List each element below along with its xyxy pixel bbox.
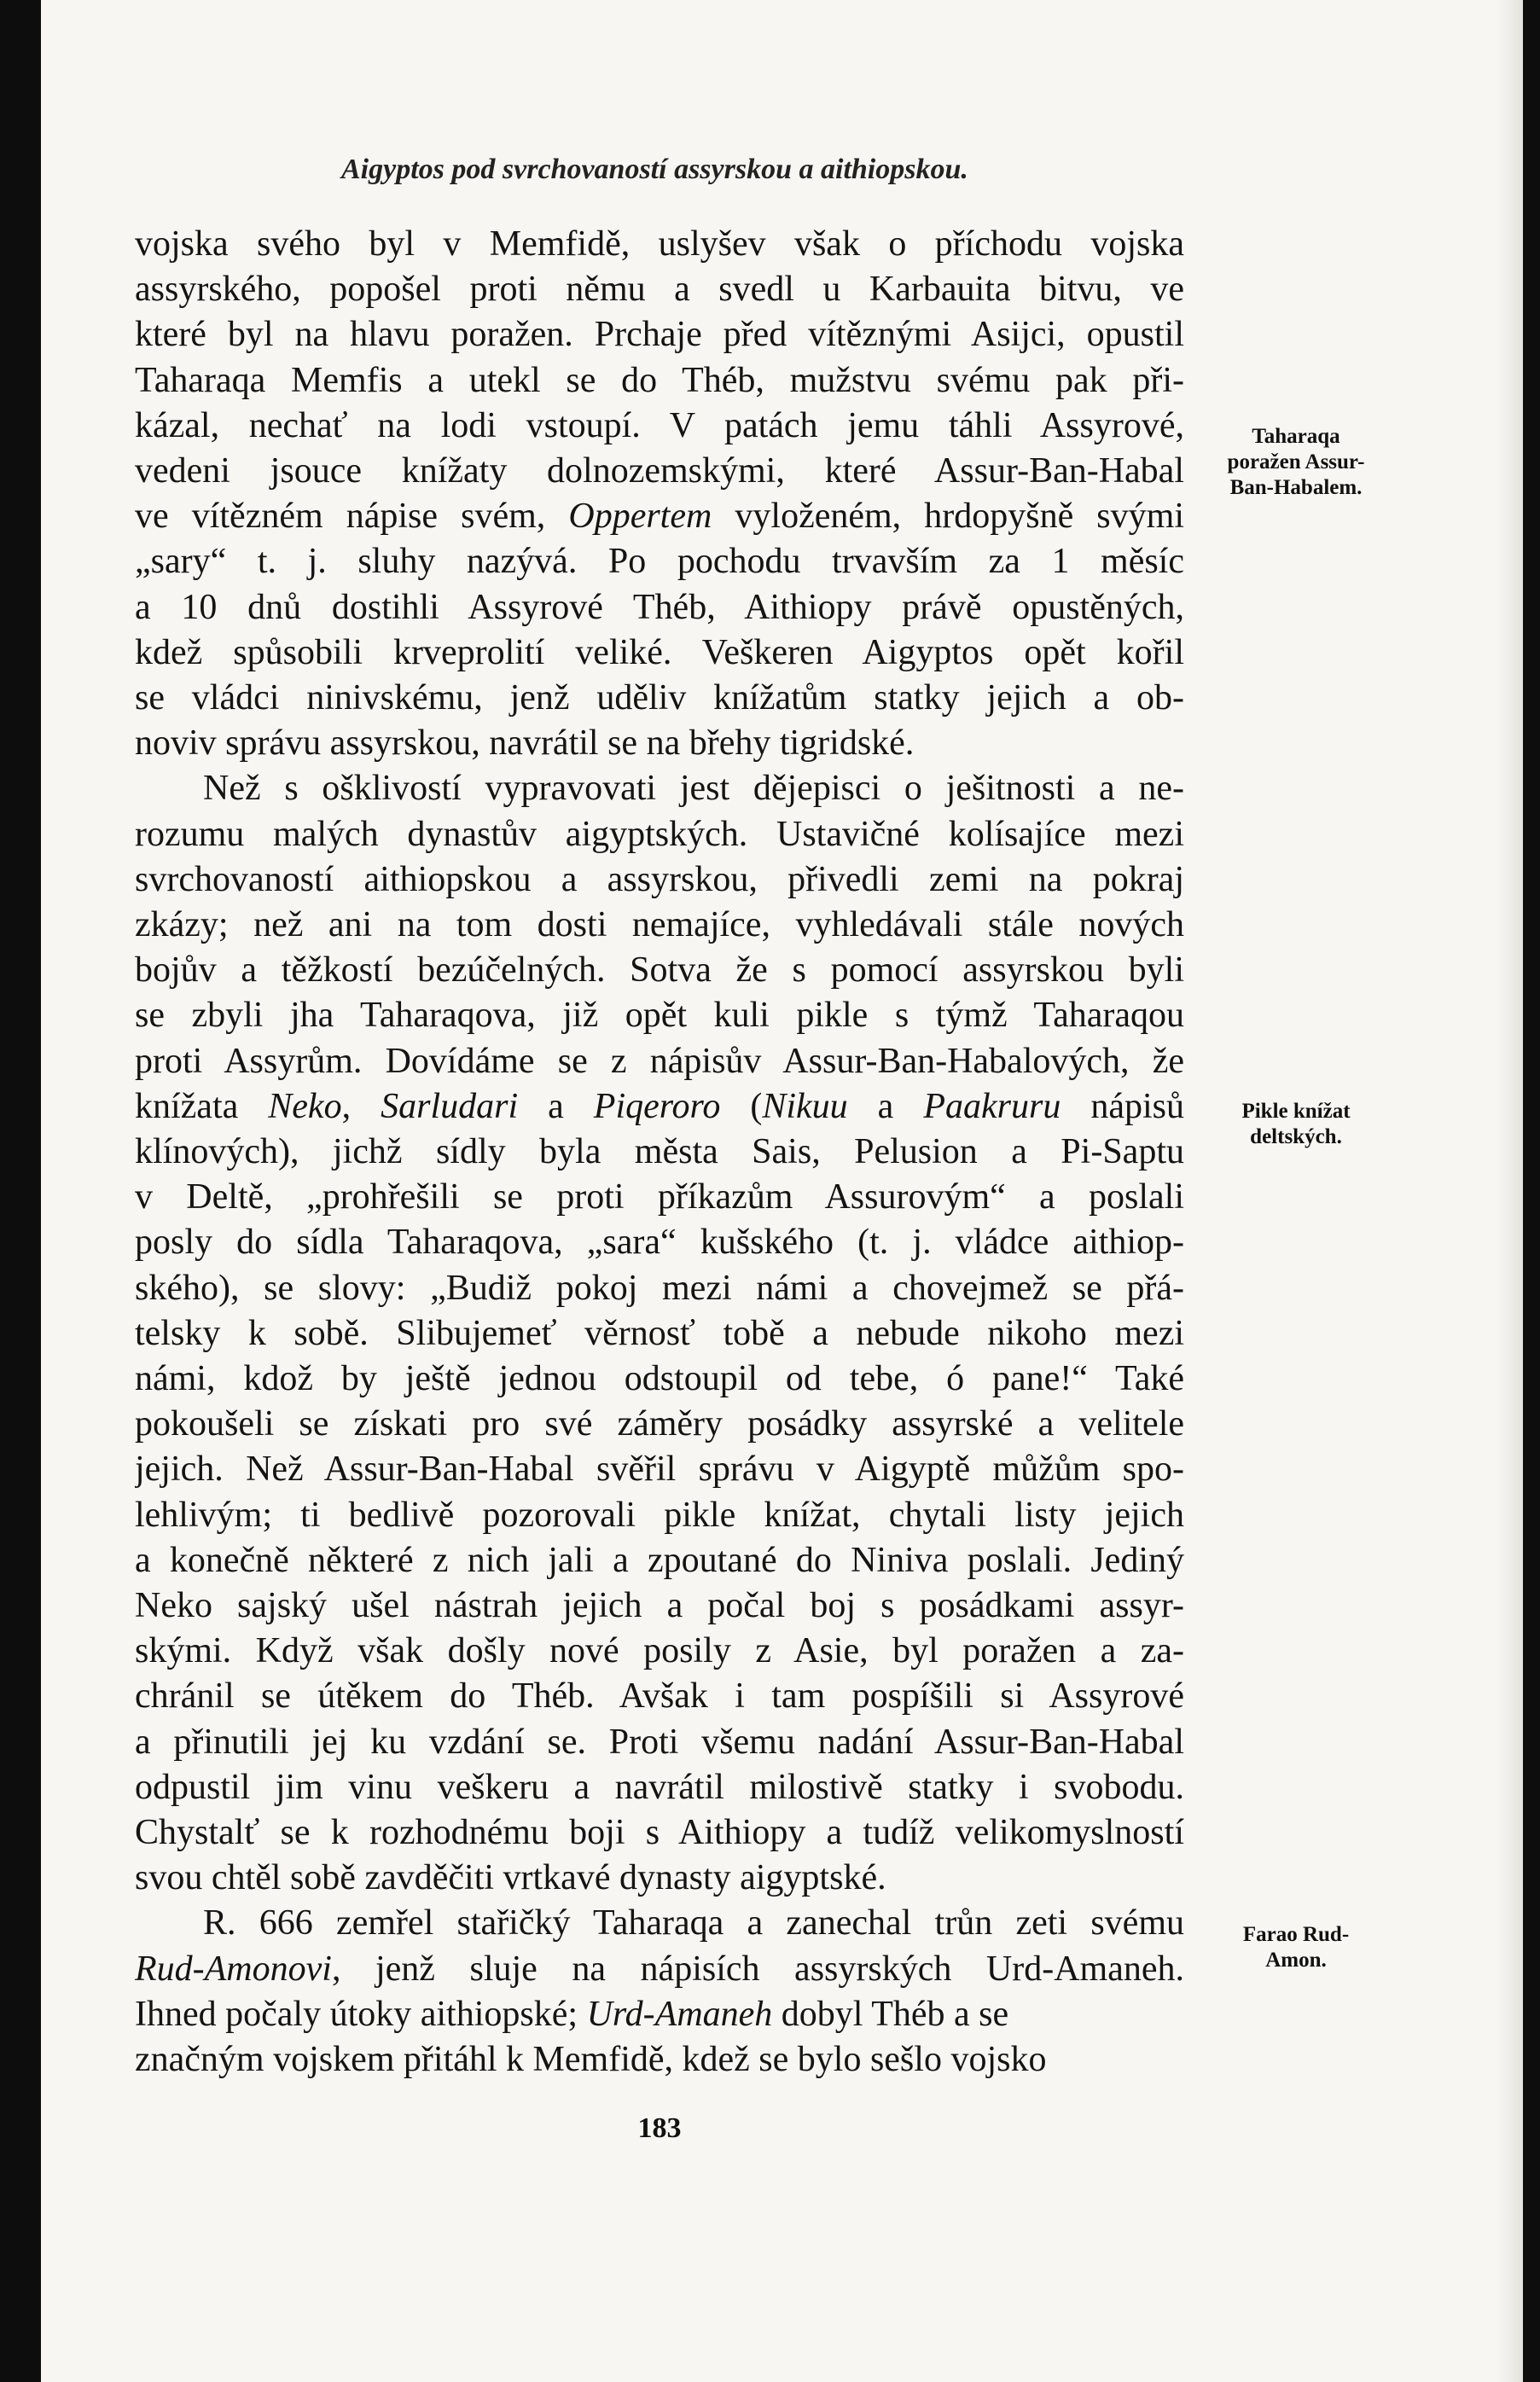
- margin-note-line: poražen Assur-: [1227, 450, 1365, 473]
- text-line: značným vojskem přitáhl k Memfidě, kdež se bylo sešlo vojsko: [135, 2040, 1047, 2079]
- book-page: [41, 0, 1523, 2382]
- text-line: bojův a těžkostí bezúčelných. Sotva že s pomocí assyrskou byli: [135, 950, 1184, 991]
- margin-note-line: Ban-Habalem.: [1229, 476, 1363, 499]
- text-line: se zbyli jha Taharaqova, již opět kuli pikle s týmž Taharaqou: [135, 996, 1184, 1036]
- text-line: rozumu malých dynastův aigyptských. Ustavičné kolísajíce mezi: [135, 814, 1184, 854]
- text-line: odpustil jim vinu veškeru a navrátil milostivě statky i svobodu.: [135, 1767, 1184, 1807]
- text-line: assyrského, popošel proti němu a svedl u Karbauita bitvu, ve: [135, 270, 1184, 310]
- text-line: a konečně některé z nich jali a zpoutané do Niniva poslali. Jediný: [135, 1540, 1184, 1580]
- margin-note: [1198, 424, 1394, 501]
- margin-note-line: Taharaqa: [1252, 425, 1340, 448]
- text-line: Neko sajský ušel nástrah jejich a počal boj s posádkami assyr-: [135, 1586, 1184, 1625]
- text-line: klínových), jichž sídly byla města Sais, Pelusion a Pi-Saptu: [135, 1132, 1184, 1171]
- text-line: skými. Když však došly nové posily z Asie, byl poražen a za-: [135, 1631, 1184, 1671]
- text-line: ve vítězném nápise svém, Oppertem vyloženém, hrdopyšně svými: [135, 497, 1184, 537]
- text-line: Taharaqa Memfis a utekl se do Théb, mužstvu svému pak při-: [135, 360, 1184, 400]
- text-line: Chystalť se k rozhodnému boji s Aithiopy a tudíž velikomyslností: [135, 1813, 1184, 1852]
- text-line: jejich. Než Assur-Ban-Habal svěřil správu v Aigyptě můžům spo-: [135, 1450, 1184, 1490]
- text-line: R. 666 zemřel stařičký Taharaqa a zanechal trůn zeti svému: [203, 1903, 1184, 1943]
- text-line: posly do sídla Taharaqova, „sara“ kušského (t. j. vládce aithiop-: [135, 1223, 1184, 1263]
- margin-note-line: Farao Rud-: [1242, 1923, 1350, 1946]
- text-line: námi, kdož by ještě jednou odstoupil od tebe, ó pane!“ Také: [135, 1359, 1184, 1398]
- text-line: vedeni jsouce knížaty dolnozemskými, které Assur-Ban-Habal: [135, 451, 1184, 491]
- text-line: zkázy; než ani na tom dosti nemajíce, vyhledávali stále nových: [135, 905, 1184, 944]
- text-line: ského), se slovy: „Budiž pokoj mezi námi a chovejmež se přá-: [135, 1268, 1184, 1308]
- margin-note: [1198, 1922, 1394, 1973]
- text-line: Než s ošklivostí vypravovati jest dějepisci o ješitnosti a ne-: [203, 769, 1184, 809]
- margin-note-line: Amon.: [1265, 1949, 1327, 1972]
- text-line: lehlivým; ti bedlivě pozorovali pikle knížat, chytali listy jejich: [135, 1495, 1184, 1535]
- text-line: kdež spůsobili krveprolití veliké. Veškeren Aigyptos opět kořil: [135, 632, 1184, 672]
- text-line: knížata Neko, Sarludari a Piqeroro (Nikuu a Paakruru nápisů: [135, 1086, 1184, 1126]
- text-line: svou chtěl sobě zavděčiti vrtkavé dynasty aigyptské.: [135, 1858, 886, 1898]
- running-header: Aigyptos pod svrchovaností assyrskou a aithiopskou.: [341, 154, 968, 185]
- text-line: vojska svého byl v Memfidě, uslyšev však o příchodu vojska: [135, 224, 1184, 264]
- text-line: se vládci ninivskému, jenž uděliv knížatům statky jejich a ob-: [135, 678, 1184, 718]
- text-line: proti Assyrům. Dovídáme se z nápisův Assur-Ban-Habalových, že: [135, 1041, 1184, 1081]
- text-line: „sary“ t. j. sluhy nazývá. Po pochodu trvavším za 1 měsíc: [135, 542, 1184, 582]
- text-line: a přinutili jej ku vzdání se. Proti všemu nadání Assur-Ban-Habal: [135, 1722, 1184, 1762]
- text-line: Ihned počaly útoky aithiopské; Urd-Amaneh dobyl Théb a se: [135, 1994, 1009, 2034]
- text-line: v Deltě, „prohřešili se proti příkazům Assurovým“ a poslali: [135, 1177, 1184, 1217]
- text-line: Rud-Amonovi, jenž sluje na nápisích assyrských Urd-Amaneh.: [135, 1949, 1184, 1989]
- margin-note-line: Pikle knížat: [1241, 1100, 1351, 1123]
- text-line: noviv správu assyrskou, navrátil se na břehy tigridské.: [135, 723, 915, 764]
- text-line: telsky k sobě. Slibujemeť věrnosť tobě a nebude nikoho mezi: [135, 1313, 1184, 1353]
- margin-note-line: deltských.: [1250, 1125, 1342, 1148]
- page-number: 183: [637, 2112, 682, 2144]
- text-line: pokoušeli se získati pro své záměry posádky assyrské a velitele: [135, 1404, 1184, 1444]
- margin-note: [1198, 1099, 1394, 1150]
- text-line: chránil se útěkem do Théb. Avšak i tam pospíšili si Assyrové: [135, 1676, 1184, 1717]
- text-line: které byl na hlavu poražen. Prchaje před vítěznými Asijci, opustil: [135, 315, 1184, 355]
- text-line: kázal, nechať na lodi vstoupí. V patách jemu táhli Assyrové,: [135, 405, 1184, 445]
- text-line: svrchovaností aithiopskou a assyrskou, přivedli zemi na pokraj: [135, 859, 1184, 899]
- text-line: a 10 dnů dostihli Assyrové Théb, Aithiopy právě opustěných,: [135, 587, 1184, 627]
